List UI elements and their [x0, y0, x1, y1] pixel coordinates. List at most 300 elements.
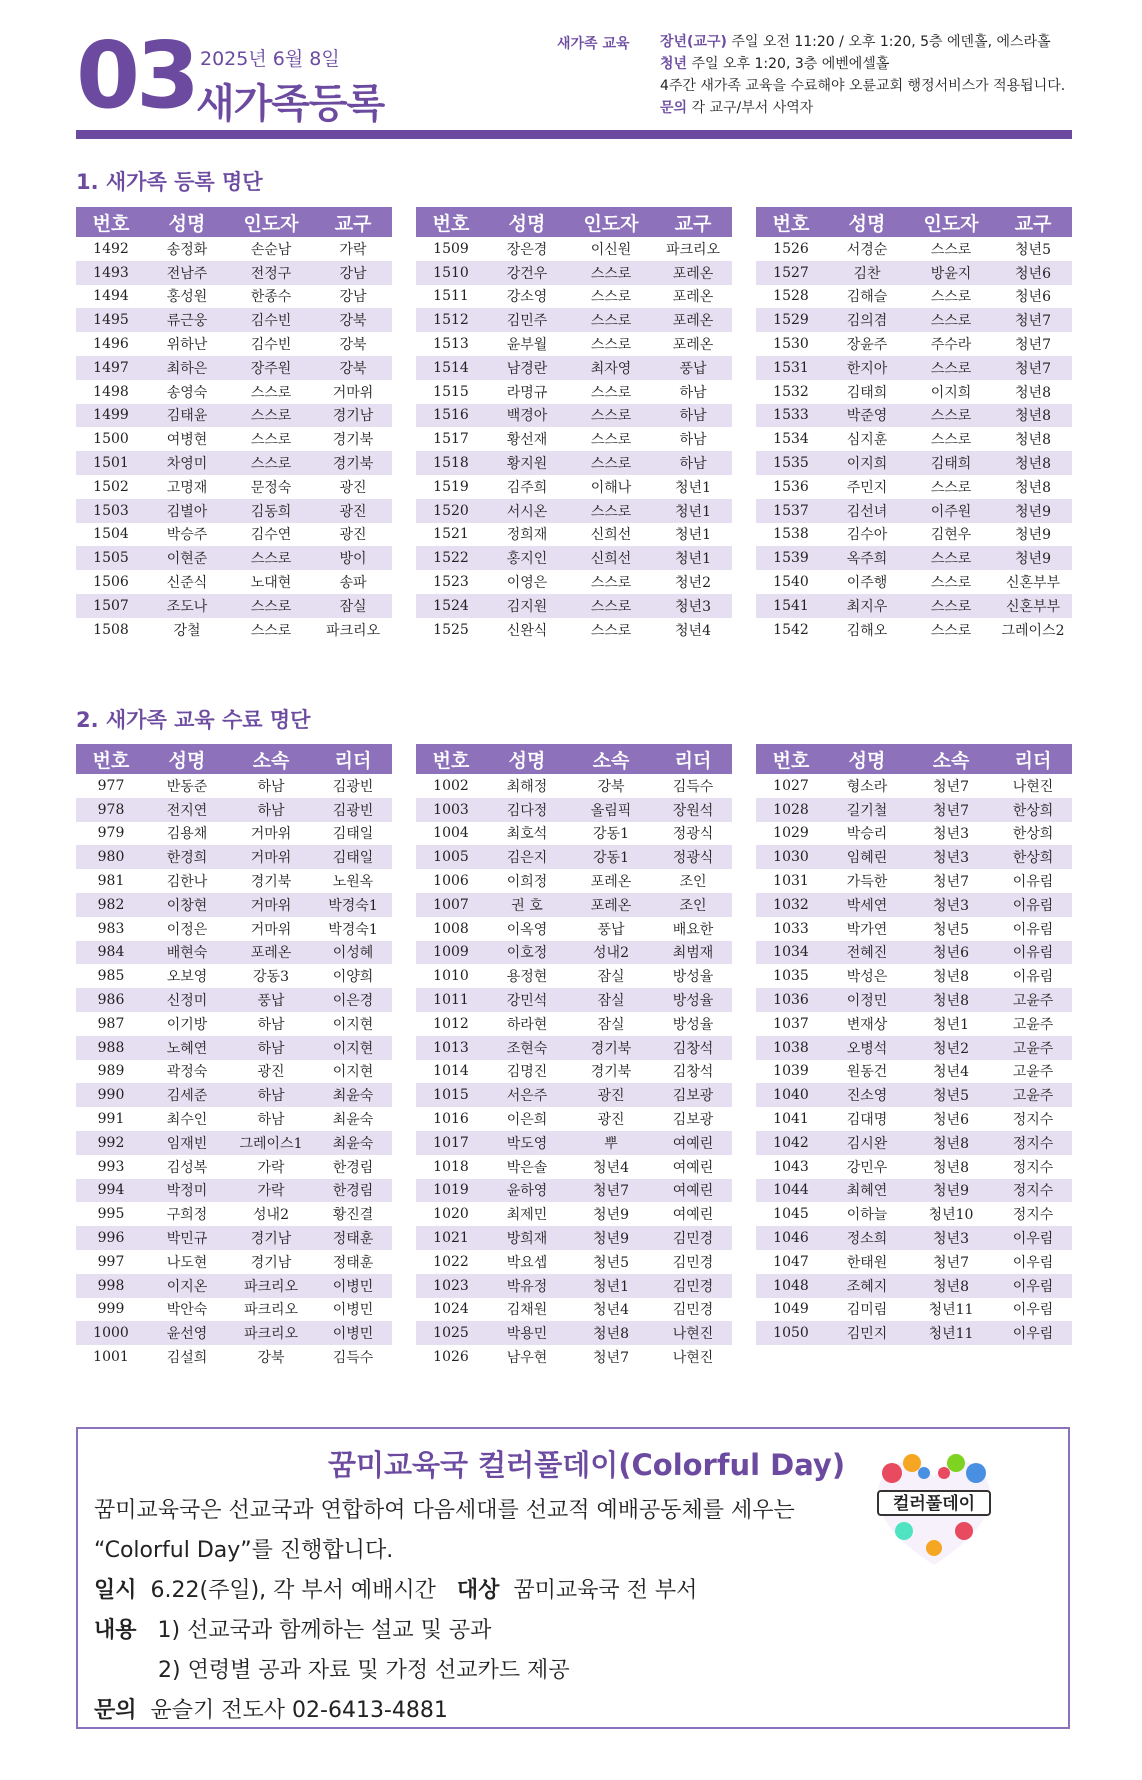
table-cell: 하남 — [679, 432, 707, 449]
table-cell: 이창현 — [166, 897, 208, 914]
table-cell: 잠실 — [597, 1016, 625, 1033]
table-header — [416, 744, 732, 774]
table-row — [756, 1012, 1072, 1036]
table-cell: 1540 — [773, 574, 809, 591]
table-row — [756, 332, 1072, 356]
completion-table — [416, 744, 732, 1369]
table-cell: 김태윤 — [166, 408, 208, 425]
table-row — [416, 332, 732, 356]
table-cell: 이정은 — [166, 921, 208, 938]
table-row — [416, 261, 732, 285]
table-cell: 여예린 — [672, 1159, 714, 1176]
notice-contact: 문의 윤슬기 전도사 02-6413-4881 — [94, 1698, 448, 1723]
table-row — [416, 237, 732, 261]
table-cell: 한상희 — [1012, 826, 1054, 843]
table-cell: 조현숙 — [506, 1040, 548, 1057]
table-cell: 이희정 — [506, 874, 548, 891]
table-cell: 이지현 — [332, 1016, 374, 1033]
table-row — [756, 1083, 1072, 1107]
table-cell: 1012 — [433, 1015, 469, 1032]
table-cell: 1524 — [433, 597, 469, 614]
table-cell: 1031 — [773, 873, 809, 890]
table-cell: 최지우 — [846, 598, 888, 615]
column-header: 리더 — [334, 749, 372, 772]
table-cell: 박승리 — [846, 826, 888, 843]
table-cell: 이주행 — [846, 575, 888, 592]
table-cell: 청년1 — [675, 527, 711, 544]
info-label: 새가족 교육 — [557, 36, 630, 52]
table-cell: 청년1 — [593, 1278, 629, 1295]
table-cell: 이신원 — [590, 241, 632, 258]
table-cell: 강동3 — [253, 969, 289, 986]
table-row — [76, 798, 392, 822]
table-cell: 992 — [97, 1134, 125, 1151]
column-header: 성명 — [848, 749, 886, 772]
table-cell: 옥주희 — [846, 551, 888, 568]
table-cell: 이현준 — [166, 551, 208, 568]
table-row — [756, 1179, 1072, 1203]
table-row — [416, 523, 732, 547]
table-row — [756, 1131, 1072, 1155]
table-row — [756, 845, 1072, 869]
table-cell: 파크리오 — [243, 1278, 299, 1295]
table-cell: 풍납 — [679, 360, 707, 377]
table-row — [756, 869, 1072, 893]
table-cell: 정지수 — [1012, 1207, 1054, 1224]
table-cell: 노대현 — [250, 575, 292, 592]
table-cell: 강북 — [339, 313, 367, 330]
table-cell: 거마위 — [250, 921, 292, 938]
table-cell: 스스로 — [930, 432, 972, 449]
table-cell: 강동1 — [593, 850, 629, 867]
table-row — [76, 1060, 392, 1084]
table-cell: 스스로 — [590, 575, 632, 592]
table-row — [76, 404, 392, 428]
table-cell: 청년7 — [933, 874, 969, 891]
table-cell: 청년3 — [933, 826, 969, 843]
table-row — [416, 964, 732, 988]
table-cell: 김수아 — [846, 527, 888, 544]
table-cell: 박준영 — [846, 408, 888, 425]
table-row — [756, 774, 1072, 798]
table-cell: 1537 — [773, 502, 809, 519]
table-cell: 스스로 — [590, 432, 632, 449]
table-cell: 이기방 — [166, 1016, 208, 1033]
table-row — [416, 1179, 732, 1203]
colorful-day-logo — [864, 1443, 1004, 1573]
table-row — [416, 594, 732, 618]
table-cell: 청년8 — [933, 993, 969, 1010]
table-cell: 스스로 — [590, 384, 632, 401]
table-row — [416, 1083, 732, 1107]
table-cell: 박유정 — [506, 1278, 548, 1295]
table-cell: 전정구 — [250, 265, 292, 282]
table-cell: 청년7 — [933, 802, 969, 819]
table-cell: 1023 — [433, 1277, 469, 1294]
table-cell: 1521 — [433, 526, 469, 543]
notice-schedule: 일시 6.22(주일), 각 부서 예배시간 대상 꿈미교육국 전 부서 — [94, 1578, 698, 1603]
table-cell: 거마위 — [250, 897, 292, 914]
table-cell: 1504 — [93, 526, 129, 543]
table-row — [756, 1226, 1072, 1250]
table-cell: 1519 — [433, 478, 469, 495]
table-cell: 하남 — [679, 384, 707, 401]
table-cell: 1528 — [773, 288, 809, 305]
table-cell: 이하늘 — [846, 1207, 888, 1224]
table-cell: 청년1 — [675, 503, 711, 520]
column-header: 번호 — [772, 212, 810, 235]
table-cell: 한상희 — [1012, 850, 1054, 867]
table-cell: 문정숙 — [250, 479, 292, 496]
table-cell: 1038 — [773, 1039, 809, 1056]
table-cell: 1006 — [433, 873, 469, 890]
table-cell: 청년11 — [928, 1326, 974, 1343]
table-cell: 이지희 — [930, 384, 972, 401]
table-cell: 하남 — [257, 778, 285, 795]
info-line: 4주간 새가족 교육을 수료해야 오륜교회 행정서비스가 적용됩니다. — [660, 78, 1066, 94]
table-cell: 김민경 — [672, 1278, 714, 1295]
table-cell: 광진 — [339, 503, 367, 520]
table-cell: 경기북 — [590, 1040, 632, 1057]
table-row — [756, 1321, 1072, 1345]
table-cell: 광진 — [597, 1088, 625, 1105]
table-cell: 1041 — [773, 1111, 809, 1128]
table-cell: 스스로 — [930, 289, 972, 306]
table-cell: 김찬 — [853, 265, 881, 282]
table-row — [76, 893, 392, 917]
table-cell: 1018 — [433, 1158, 469, 1175]
table-cell: 방희재 — [506, 1231, 548, 1248]
table-cell: 경기남 — [250, 1254, 292, 1271]
table-cell: 가락 — [257, 1159, 285, 1176]
table-cell: 스스로 — [250, 551, 292, 568]
table-cell: 남우현 — [506, 1350, 548, 1367]
header-divider — [76, 130, 1072, 139]
table-cell: 구희정 — [166, 1207, 208, 1224]
table-cell: 황진결 — [332, 1207, 374, 1224]
table-cell: 전혜진 — [846, 945, 888, 962]
table-cell: 청년9 — [593, 1231, 629, 1248]
table-header — [76, 207, 392, 237]
table-cell: 1025 — [433, 1325, 469, 1342]
table-cell: 파크리오 — [665, 241, 721, 258]
column-header: 교구 — [674, 212, 712, 235]
table-cell: 스스로 — [250, 384, 292, 401]
table-cell: 강북 — [339, 337, 367, 354]
table-cell: 반동준 — [166, 778, 208, 795]
table-cell: 최자영 — [590, 360, 632, 377]
table-cell: 청년6 — [933, 1112, 969, 1129]
table-cell: 청년4 — [593, 1302, 629, 1319]
table-cell: 정지수 — [1012, 1183, 1054, 1200]
table-cell: 1536 — [773, 478, 809, 495]
column-header: 번호 — [92, 212, 130, 235]
table-cell: 장윤주 — [846, 337, 888, 354]
table-cell: 이지현 — [332, 1064, 374, 1081]
table-cell: 풍납 — [597, 921, 625, 938]
table-cell: 1535 — [773, 455, 809, 472]
table-cell: 김광빈 — [332, 778, 374, 795]
table-cell: 박정미 — [166, 1183, 208, 1200]
table-cell: 993 — [97, 1158, 125, 1175]
table-cell: 1500 — [93, 431, 129, 448]
table-cell: 서은주 — [506, 1088, 548, 1105]
table-cell: 박용민 — [506, 1326, 548, 1343]
table-cell: 1032 — [773, 896, 809, 913]
table-row — [756, 893, 1072, 917]
table-cell: 1492 — [93, 240, 129, 257]
column-header: 소속 — [252, 749, 290, 772]
table-row — [76, 451, 392, 475]
table-cell: 김민경 — [672, 1231, 714, 1248]
column-header: 교구 — [1014, 212, 1052, 235]
table-row — [416, 1345, 732, 1369]
table-row — [756, 1250, 1072, 1274]
table-row — [416, 774, 732, 798]
table-row — [76, 1202, 392, 1226]
table-cell: 스스로 — [930, 360, 972, 377]
table-row — [756, 380, 1072, 404]
table-cell: 1005 — [433, 849, 469, 866]
table-cell: 청년1 — [933, 1016, 969, 1033]
table-cell: 강북 — [257, 1350, 285, 1367]
table-row — [416, 618, 732, 642]
table-cell: 청년7 — [933, 1254, 969, 1271]
table-cell: 올림픽 — [590, 802, 632, 819]
table-cell: 윤하영 — [506, 1183, 548, 1200]
table-cell: 방성율 — [672, 1016, 714, 1033]
table-row — [76, 380, 392, 404]
table-cell: 박세연 — [846, 897, 888, 914]
table-cell: 남경란 — [506, 360, 548, 377]
table-row — [76, 237, 392, 261]
table-row — [416, 499, 732, 523]
table-cell: 한태원 — [846, 1254, 888, 1271]
column-header: 성명 — [848, 212, 886, 235]
table-cell: 하라현 — [506, 1016, 548, 1033]
table-cell: 김주희 — [506, 479, 548, 496]
table-row — [756, 1155, 1072, 1179]
table-row — [76, 261, 392, 285]
table-cell: 스스로 — [590, 289, 632, 306]
table-cell: 1026 — [433, 1349, 469, 1366]
table-cell: 1498 — [93, 383, 129, 400]
table-cell: 손순남 — [250, 241, 292, 258]
table-cell: 박승주 — [166, 527, 208, 544]
table-cell: 1019 — [433, 1182, 469, 1199]
table-row — [76, 1155, 392, 1179]
table-cell: 한종수 — [250, 289, 292, 306]
column-header: 번호 — [772, 749, 810, 772]
table-header — [76, 744, 392, 774]
table-cell: 1036 — [773, 992, 809, 1009]
table-row — [76, 988, 392, 1012]
table-cell: 곽정숙 — [166, 1064, 208, 1081]
table-cell: 김대명 — [846, 1112, 888, 1129]
table-cell: 박안숙 — [166, 1302, 208, 1319]
table-cell: 노혜연 — [166, 1040, 208, 1057]
table-row — [416, 988, 732, 1012]
table-cell: 김민경 — [672, 1302, 714, 1319]
table-cell: 광진 — [257, 1064, 285, 1081]
table-cell: 이성혜 — [332, 945, 374, 962]
table-cell: 김수연 — [250, 527, 292, 544]
table-row — [756, 1274, 1072, 1298]
table-cell: 방윤지 — [930, 265, 972, 282]
table-row — [76, 332, 392, 356]
table-cell: 하남 — [257, 802, 285, 819]
table-row — [76, 618, 392, 642]
table-cell: 1049 — [773, 1301, 809, 1318]
table-cell: 1010 — [433, 968, 469, 985]
table-cell: 김태일 — [332, 850, 374, 867]
table-cell: 청년4 — [593, 1159, 629, 1176]
table-cell: 스스로 — [930, 313, 972, 330]
table-cell: 진소영 — [846, 1088, 888, 1105]
table-cell: 청년9 — [1015, 527, 1051, 544]
table-cell: 한지아 — [846, 360, 888, 377]
table-cell: 성내2 — [253, 1207, 289, 1224]
table-cell: 1009 — [433, 944, 469, 961]
table-cell: 신완식 — [506, 622, 548, 639]
table-cell: 991 — [97, 1111, 125, 1128]
table-cell: 청년1 — [675, 479, 711, 496]
table-cell: 광진 — [339, 527, 367, 544]
table-cell: 청년7 — [1015, 337, 1051, 354]
table-cell: 1046 — [773, 1230, 809, 1247]
table-row — [416, 1036, 732, 1060]
table-cell: 1542 — [773, 621, 809, 638]
table-cell: 송파 — [339, 575, 367, 592]
table-cell: 방이 — [339, 551, 367, 568]
table-cell: 1040 — [773, 1087, 809, 1104]
table-cell: 거마위 — [332, 384, 374, 401]
notice-intro: 꿈미교육국은 선교국과 연합하여 다음세대를 선교적 예배공동체를 세우는 — [94, 1498, 795, 1523]
column-header: 번호 — [432, 212, 470, 235]
table-cell: 김선녀 — [846, 503, 888, 520]
table-cell: 1505 — [93, 550, 129, 567]
table-cell: 1020 — [433, 1206, 469, 1223]
table-cell: 고윤주 — [1012, 1088, 1054, 1105]
table-cell: 청년4 — [675, 622, 711, 639]
table-row — [756, 822, 1072, 846]
table-cell: 파크리오 — [243, 1326, 299, 1343]
table-cell: 988 — [97, 1039, 125, 1056]
table-row — [76, 285, 392, 309]
info-line: 장년(교구) 주일 오전 11:20 / 오후 1:20, 5층 에덴홀, 에스라홀 — [660, 34, 1051, 50]
table-cell: 1526 — [773, 240, 809, 257]
table-cell: 1022 — [433, 1253, 469, 1270]
table-cell: 1035 — [773, 968, 809, 985]
table-cell: 경기남 — [332, 408, 374, 425]
table-cell: 김의겸 — [846, 313, 888, 330]
table-cell: 조인 — [679, 874, 707, 891]
table-row — [416, 1250, 732, 1274]
table-cell: 스스로 — [250, 456, 292, 473]
table-cell: 하남 — [257, 1112, 285, 1129]
table-cell: 조도나 — [166, 598, 208, 615]
table-cell: 스스로 — [930, 598, 972, 615]
table-cell: 1539 — [773, 550, 809, 567]
table-cell: 강북 — [597, 778, 625, 795]
table-row — [76, 822, 392, 846]
table-cell: 김민주 — [506, 313, 548, 330]
table-cell: 989 — [97, 1063, 125, 1080]
table-cell: 1033 — [773, 920, 809, 937]
table-cell: 스스로 — [250, 622, 292, 639]
table-cell: 청년8 — [1015, 456, 1051, 473]
table-row — [76, 774, 392, 798]
table-cell: 경기남 — [250, 1231, 292, 1248]
table-cell: 1503 — [93, 502, 129, 519]
table-cell: 정태훈 — [332, 1254, 374, 1271]
table-cell: 박가연 — [846, 921, 888, 938]
table-row — [76, 1274, 392, 1298]
table-cell: 이호정 — [506, 945, 548, 962]
table-cell: 노원옥 — [332, 874, 374, 891]
table-row — [76, 546, 392, 570]
table-row — [756, 451, 1072, 475]
table-cell: 996 — [97, 1230, 125, 1247]
table-cell: 청년7 — [593, 1350, 629, 1367]
table-cell: 청년9 — [1015, 551, 1051, 568]
table-cell: 청년3 — [675, 598, 711, 615]
table-cell: 임재빈 — [166, 1135, 208, 1152]
table-cell: 이병민 — [332, 1278, 374, 1295]
table-row — [76, 1226, 392, 1250]
table-cell: 경기북 — [590, 1064, 632, 1081]
table-cell: 청년5 — [593, 1254, 629, 1271]
table-cell: 1014 — [433, 1063, 469, 1080]
table-cell: 김광빈 — [332, 802, 374, 819]
table-cell: 하남 — [257, 1016, 285, 1033]
table-cell: 정광식 — [672, 850, 714, 867]
table-cell: 청년7 — [933, 778, 969, 795]
table-cell: 이옥영 — [506, 921, 548, 938]
table-cell: 이병민 — [332, 1302, 374, 1319]
table-cell: 청년10 — [928, 1207, 974, 1224]
table-row — [416, 1060, 732, 1084]
table-cell: 포레온 — [590, 897, 632, 914]
table-cell: 한경희 — [166, 850, 208, 867]
table-cell: 1001 — [93, 1349, 129, 1366]
table-row — [756, 427, 1072, 451]
table-cell: 1027 — [773, 777, 809, 794]
table-cell: 황지원 — [506, 456, 548, 473]
table-row — [416, 1107, 732, 1131]
table-cell: 1509 — [433, 240, 469, 257]
table-cell: 1506 — [93, 574, 129, 591]
table-cell: 잠실 — [597, 993, 625, 1010]
table-cell: 1516 — [433, 407, 469, 424]
table-cell: 윤부월 — [506, 337, 548, 354]
table-cell: 990 — [97, 1087, 125, 1104]
table-cell: 배현숙 — [166, 945, 208, 962]
table-cell: 김성복 — [166, 1159, 208, 1176]
table-cell: 서시온 — [506, 503, 548, 520]
table-cell: 한상희 — [1012, 802, 1054, 819]
table-cell: 홍지인 — [506, 551, 548, 568]
table-cell: 장원석 — [672, 802, 714, 819]
table-cell: 985 — [97, 968, 125, 985]
table-cell: 1518 — [433, 455, 469, 472]
table-row — [416, 1274, 732, 1298]
table-row — [76, 1298, 392, 1322]
column-header: 번호 — [432, 749, 470, 772]
table-cell: 가락 — [257, 1183, 285, 1200]
table-cell: 나도현 — [166, 1254, 208, 1271]
table-cell: 주수라 — [930, 337, 972, 354]
